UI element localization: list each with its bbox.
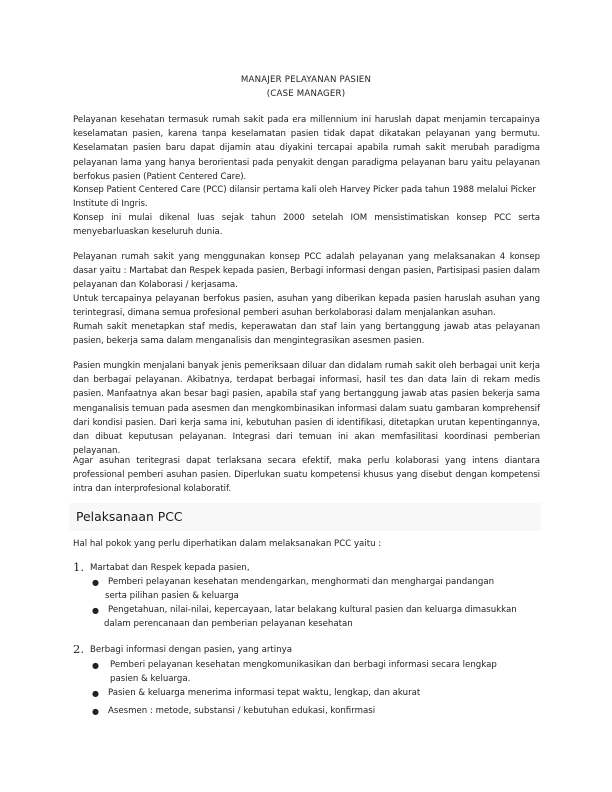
bullet-line: Asesmen : metode, substansi / kebutuhan edukasi, konfirmasi: [108, 706, 376, 716]
bullet-icon: ●: [92, 661, 99, 670]
pcc-paragraph-1: Pelayanan rumah sakit yang menggunakan konsep PCC adalah pelayanan yang melaksanakan 4 konsep dasar yaitu : Martabat dan Respek kepada pasien, Berbagi informasi dengan pasien, Partisipasi pasien dalam pelayanan dan Kolaborasi / kerjasama.: [73, 252, 540, 291]
bullet-line-continued: serta pilihan pasien & keluarga: [105, 591, 239, 601]
point-number: 1.: [73, 560, 84, 574]
examination-paragraph: Pasien mungkin menjalani banyak jenis pemeriksaan diluar dan didalam rumah sakit oleh berbagai unit kerja dan berbagai pelayanan. Akibatnya, terdapat berbagai informasi, hasil tes dan data lain di rekam medis pasien. Manfaatnya akan besar bagi pasien, apabila staf yang bertanggung jawab atas pasien bekerja sama menganalisis temuan pada asesmen dan mengkombinasikan informasi dalam suatu gambaran komprehensif dari kondisi pasien. Dari kerja sama ini, kebutuhan pasien di identifikasi, ditetapkan urutan kepentingannya, dan dibuat keputusan pelayanan. Integrasi dari temuan ini akan memfasilitasi koordinasi pemberian pelayanan.: [73, 361, 540, 457]
point-label: Martabat dan Respek kepada pasien,: [90, 563, 250, 573]
bullet-line: Pasien & keluarga menerima informasi tepat waktu, lengkap, dan akurat: [108, 688, 421, 698]
document-title: MANAJER PELAYANAN PASIEN: [240, 75, 372, 85]
bullet-icon: ●: [92, 707, 99, 716]
pcc-paragraph-2: Untuk tercapainya pelayanan berfokus pasien, asuhan yang diberikan kepada pasien haruslah asuhan yang terintegrasi, dimana semua profesional pemberi asuhan berkolaborasi dalam menjalankan asuhan.: [73, 294, 540, 319]
collaboration-paragraph: Agar asuhan teritegrasi dapat terlaksana secara efektif, maka perlu kolaborasi yang intens diantara professional pemberi asuhan pasien. Diperlukan suatu kompetensi khusus yang disebut dengan kompetensi intra dan interprofesional kolaboratif.: [73, 456, 540, 495]
intro-paragraph-2: Konsep Patient Centered Care (PCC) dilansir pertama kali oleh Harvey Picker pada tahun 1988 melalui Picker Institute di Ingris.: [73, 185, 536, 210]
bullet-line-continued: dalam perencanaan dan pemberian pelayanan kesehatan: [104, 619, 353, 629]
point-number: 2.: [73, 642, 84, 656]
section-heading: Pelaksanaan PCC: [69, 503, 541, 531]
bullet-icon: ●: [92, 689, 99, 698]
bullet-line: Pengetahuan, nilai-nilai, kepercayaan, latar belakang kultural pasien dan keluarga dimasukkan: [108, 605, 517, 615]
document-subtitle: (CASE MANAGER): [266, 89, 346, 99]
bullet-icon: ●: [92, 606, 99, 615]
bullet-line: Pemberi pelayanan kesehatan mengkomunikasikan dan berbagi informasi secara lengkap: [110, 660, 497, 670]
pcc-paragraph-3: Rumah sakit menetapkan staf medis, keperawatan dan staf lain yang bertanggung jawab atas pelayanan pasien, bekerja sama dalam menganalisis dan mengintegrasikan asesmen pasien.: [73, 322, 540, 347]
bullet-line-continued: pasien & keluarga.: [110, 674, 191, 684]
bullet-icon: ●: [92, 578, 99, 587]
bullet-line: Pemberi pelayanan kesehatan mendengarkan, menghormati dan menghargai pandangan: [108, 577, 495, 587]
section-intro: Hal hal pokok yang perlu diperhatikan dalam melaksanakan PCC yaitu :: [73, 539, 382, 549]
intro-paragraph-1: Pelayanan kesehatan termasuk rumah sakit pada era millennium ini haruslah dapat menjamin tercapainya keselamatan pasien, karena tanpa keselamatan pasien tidak dapat dikatakan pelayanan yang bermutu. Keselamatan pasien baru dapat dijamin atau diyakini tercapai apabila rumah sakit merubah paradigma pelayanan lama yang hanya berorientasi pada penyakit dengan paradigma pelayanan baru yaitu pelayanan berfokus pasien (Patient Centered Care).: [73, 115, 540, 182]
point-label: Berbagi informasi dengan pasien, yang artinya: [90, 645, 292, 655]
intro-paragraph-3: Konsep ini mulai dikenal luas sejak tahun 2000 setelah IOM mensistimatiskan konsep PCC serta menyebarluaskan keseluruh dunia.: [73, 213, 540, 238]
